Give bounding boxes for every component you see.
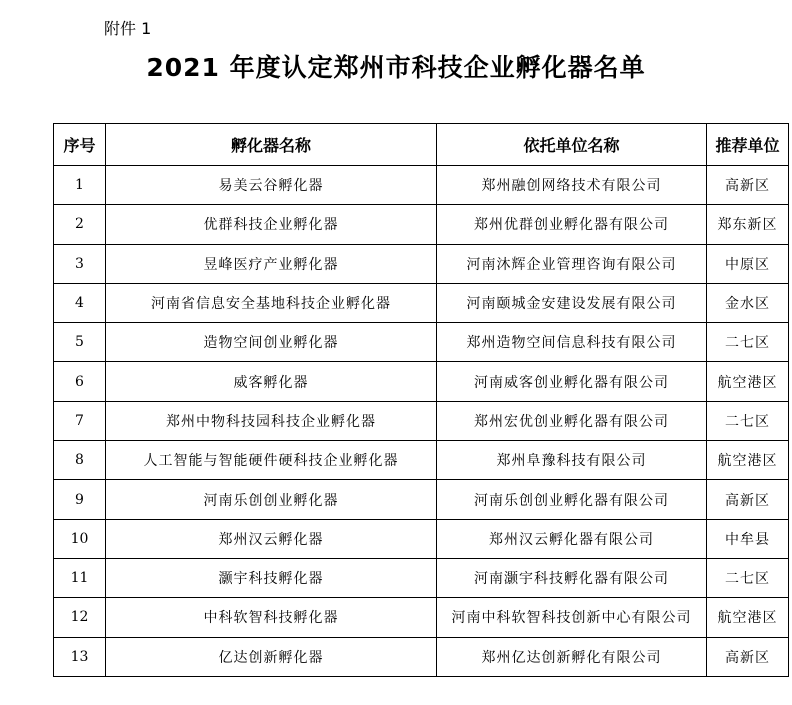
cell-incubator-name: 亿达创新孵化器 — [106, 637, 437, 676]
header-index: 序号 — [54, 124, 106, 166]
cell-index: 8 — [54, 441, 106, 480]
cell-operator-name: 郑州造物空间信息科技有限公司 — [437, 323, 707, 362]
incubator-table — [53, 123, 789, 677]
cell-recommending-unit: 二七区 — [707, 323, 789, 362]
cell-operator-name: 郑州阜豫科技有限公司 — [437, 441, 707, 480]
cell-recommending-unit: 金水区 — [707, 283, 789, 322]
cell-index: 5 — [54, 323, 106, 362]
cell-incubator-name: 造物空间创业孵化器 — [106, 323, 437, 362]
cell-index: 7 — [54, 401, 106, 440]
cell-incubator-name: 易美云谷孵化器 — [106, 166, 437, 205]
annex-label: 附件 1 — [104, 19, 152, 38]
cell-index: 1 — [54, 166, 106, 205]
cell-recommending-unit: 航空港区 — [707, 441, 789, 480]
cell-incubator-name: 郑州中物科技园科技企业孵化器 — [106, 401, 437, 440]
table-row — [54, 283, 789, 322]
table-row — [54, 205, 789, 244]
table-row — [54, 637, 789, 676]
cell-incubator-name: 灏宇科技孵化器 — [106, 558, 437, 597]
table-row — [54, 558, 789, 597]
cell-incubator-name: 郑州汉云孵化器 — [106, 519, 437, 558]
cell-recommending-unit: 高新区 — [707, 480, 789, 519]
cell-recommending-unit: 中牟县 — [707, 519, 789, 558]
cell-recommending-unit: 高新区 — [707, 637, 789, 676]
cell-operator-name: 郑州汉云孵化器有限公司 — [437, 519, 707, 558]
cell-recommending-unit: 中原区 — [707, 244, 789, 283]
table-row — [54, 362, 789, 401]
cell-index: 10 — [54, 519, 106, 558]
cell-index: 3 — [54, 244, 106, 283]
cell-incubator-name: 威客孵化器 — [106, 362, 437, 401]
table-row — [54, 323, 789, 362]
header-operator-name: 依托单位名称 — [437, 124, 707, 166]
cell-incubator-name: 河南乐创创业孵化器 — [106, 480, 437, 519]
cell-operator-name: 河南沐辉企业管理咨询有限公司 — [437, 244, 707, 283]
table-row — [54, 480, 789, 519]
cell-recommending-unit: 航空港区 — [707, 598, 789, 637]
table-row — [54, 166, 789, 205]
table-row — [54, 441, 789, 480]
cell-index: 9 — [54, 480, 106, 519]
cell-index: 6 — [54, 362, 106, 401]
cell-recommending-unit: 航空港区 — [707, 362, 789, 401]
table-row — [54, 519, 789, 558]
cell-recommending-unit: 二七区 — [707, 401, 789, 440]
cell-recommending-unit: 高新区 — [707, 166, 789, 205]
cell-recommending-unit: 郑东新区 — [707, 205, 789, 244]
header-recommending-unit: 推荐单位 — [707, 124, 789, 166]
cell-operator-name: 河南颐城金安建设发展有限公司 — [437, 283, 707, 322]
cell-operator-name: 河南灏宇科技孵化器有限公司 — [437, 558, 707, 597]
table-row — [54, 244, 789, 283]
cell-incubator-name: 人工智能与智能硬件硬科技企业孵化器 — [106, 441, 437, 480]
cell-operator-name: 河南威客创业孵化器有限公司 — [437, 362, 707, 401]
cell-index: 11 — [54, 558, 106, 597]
cell-incubator-name: 河南省信息安全基地科技企业孵化器 — [106, 283, 437, 322]
table-row — [54, 598, 789, 637]
cell-index: 13 — [54, 637, 106, 676]
table-header-row — [54, 124, 789, 166]
cell-recommending-unit: 二七区 — [707, 558, 789, 597]
cell-operator-name: 河南乐创创业孵化器有限公司 — [437, 480, 707, 519]
cell-index: 12 — [54, 598, 106, 637]
cell-operator-name: 河南中科软智科技创新中心有限公司 — [437, 598, 707, 637]
cell-index: 2 — [54, 205, 106, 244]
cell-operator-name: 郑州宏优创业孵化器有限公司 — [437, 401, 707, 440]
cell-index: 4 — [54, 283, 106, 322]
cell-incubator-name: 优群科技企业孵化器 — [106, 205, 437, 244]
cell-operator-name: 郑州亿达创新孵化有限公司 — [437, 637, 707, 676]
cell-operator-name: 郑州融创网络技术有限公司 — [437, 166, 707, 205]
document-title: 2021 年度认定郑州市科技企业孵化器名单 — [146, 53, 646, 82]
table-row — [54, 401, 789, 440]
cell-incubator-name: 中科软智科技孵化器 — [106, 598, 437, 637]
table-body — [54, 166, 789, 677]
cell-incubator-name: 昱峰医疗产业孵化器 — [106, 244, 437, 283]
cell-operator-name: 郑州优群创业孵化器有限公司 — [437, 205, 707, 244]
header-incubator-name: 孵化器名称 — [106, 124, 437, 166]
